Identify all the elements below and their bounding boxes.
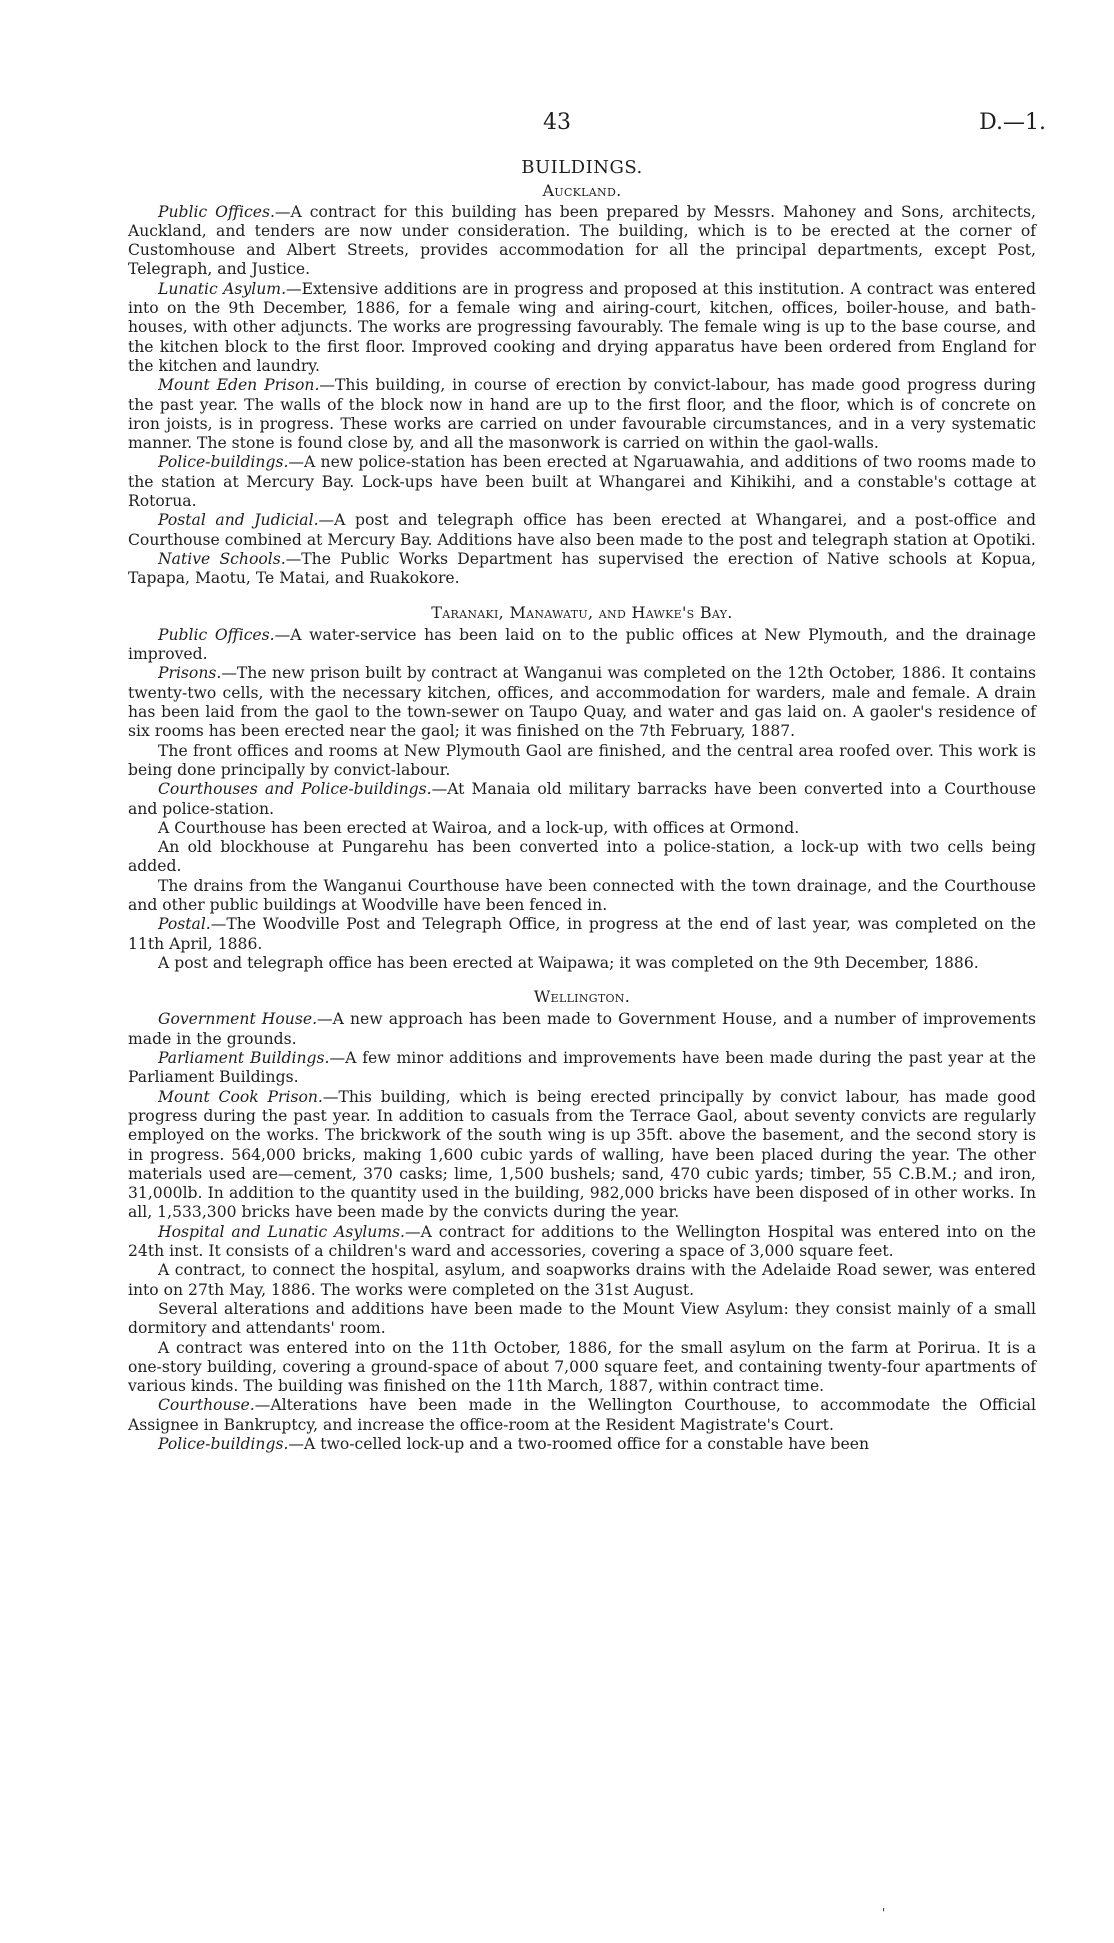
paragraph-lead: Parliament Buildings. — [158, 1049, 330, 1068]
paragraph-text: A Courthouse has been erected at Wairoa, and a lock-up, with offices at Ormond. — [158, 818, 800, 837]
paragraph-lead: Postal and Judicial. — [158, 511, 319, 530]
sections-container — [128, 181, 1036, 1454]
paragraph-text: An old blockhouse at Pungarehu has been converted into a police-station, a lock-up with two cells being added. — [128, 838, 1036, 876]
paragraph — [128, 780, 1036, 819]
paragraph-text: —A few minor additions and improvements have been made during the past year at the Parliament Buildings. — [128, 1049, 1036, 1087]
paragraph-lead: Government House. — [158, 1010, 318, 1029]
paragraph — [128, 1300, 1036, 1339]
paragraph-lead: Public Offices. — [158, 625, 275, 644]
paragraph-text: —A contract for additions to the Wellington Hospital was entered into on the 24th inst. It consists of a children's ward and accessories, covering a space of 3,000 square feet. — [128, 1222, 1037, 1261]
paragraph — [128, 877, 1036, 916]
page-number: 43 — [543, 110, 571, 135]
paragraph-text: The front offices and rooms at New Plymouth Gaol are finished, and the central area roofed over. This work is being done principally by convict-labour. — [128, 741, 1036, 779]
paragraph-text: —The new prison built by contract at Wanganui was completed on the 12th October, 1886. It contains twenty-two cells, with the necessary kitchen, offices, and accommodation for warders, male and female. A drain has been laid from the gaol to the town-sewer on Taupo Quay, and water and gas laid on. A gaoler's residence of six rooms has been erected near the gaol; it was finished on the 7th February, 1887. — [128, 664, 1036, 741]
paragraph-text: —This building, in course of erection by convict-labour, has made good progress during the past year. The walls of the block now in hand are up to the first floor, and the floor, which is of concrete on iron joists, is in progress. These works are carried on under favourable circumstances, and in a very systematic manner. The stone is found close by, and all the masonwork is carried on within the gaol-walls. — [128, 376, 1036, 453]
paragraph — [128, 511, 1036, 550]
paragraph — [128, 742, 1036, 781]
paragraph — [128, 550, 1036, 589]
paragraph — [128, 1261, 1036, 1300]
paragraph — [128, 626, 1036, 665]
paragraph-text: The drains from the Wanganui Courthouse have been connected with the town drainage, and the Courthouse and other public buildings at Woodville have been fenced in. — [128, 876, 1036, 914]
paragraph-text: A contract was entered into on the 11th October, 1886, for the small asylum on the farm at Porirua. It is a one-story building, covering a ground-space of about 7,000 square feet, and containing twenty-four apartments of various kinds. The building was finished on the 11th March, 1887, within contract time. — [128, 1338, 1036, 1396]
paragraph — [128, 203, 1036, 280]
paragraph-text: A contract, to connect the hospital, asylum, and soapworks drains with the Adelaide Road sewer, was entered into on 27th May, 1886. The works were completed on the 31st August. — [128, 1261, 1036, 1299]
paragraph-lead: Mount Eden Prison. — [158, 376, 320, 395]
paragraph-text: Several alterations and additions have been made to the Mount View Asylum: they consist mainly of a small dormitory and attendants' room. — [128, 1299, 1036, 1338]
section-heading: Wellington. — [533, 987, 631, 1007]
paragraph — [128, 1435, 1036, 1454]
paragraph-lead: Police-buildings. — [158, 453, 289, 472]
paragraph — [128, 819, 1036, 838]
paragraph-text: —A contract for this building has been prepared by Messrs. Mahoney and Sons, architects, Auckland, and tenders are now under consideration. The building, which is to be erected at the corner of Customhouse and Albert Streets, provides accommodation for all the principal departments, except Post, Telegraph, and Justice. — [128, 202, 1036, 279]
paragraph-text: —A new police-station has been erected at Ngaruawahia, and additions of two rooms made to the station at Mercury Bay. Lock-ups have been built at Whangarei and Kihikihi, and a constable's cottage at Rotorua. — [128, 453, 1036, 511]
paragraph-lead: Prisons. — [158, 664, 222, 683]
paragraph — [128, 838, 1036, 877]
paragraph-text: —A new approach has been made to Government House, and a number of improvements made in the grounds. — [128, 1010, 1036, 1048]
paragraph — [128, 280, 1036, 376]
section-heading: Taranaki, Manawatu, and Hawke's Bay. — [431, 602, 733, 622]
paragraph-text: —This building, which is being erected principally by convict labour, has made good progress during the past year. In addition to casuals from the Terrace Gaol, about seventy convicts are regularly employed on the works. The brickwork of the south wing is up 35ft. above the basement, and the second story is in progress. 564,000 bricks, making 1,600 cubic yards of walling, have been placed during the year. The other materials used are—cement, 370 casks; lime, 1,500 bushels; sand, 470 cubic yards; timber, 55 C.B.M.; and iron, 31,000lb. In addition to the quantity used in the building, 982,000 bricks have been disposed of in other works. In all, 1,533,300 bricks have been made by the convicts during the year. — [128, 1087, 1036, 1222]
section-heading: Auckland. — [542, 181, 622, 201]
paragraph — [128, 376, 1036, 453]
paragraph-text: —A two-celled lock-up and a two-roomed office for a constable have been — [288, 1435, 870, 1453]
paragraph — [128, 1010, 1036, 1049]
paragraph — [128, 1049, 1036, 1088]
paragraph — [128, 664, 1036, 741]
paragraph — [128, 1088, 1036, 1223]
paragraph — [128, 453, 1036, 511]
footer-mark: ' — [882, 1906, 886, 1920]
paragraph-text: —Alterations have been made in the Wellington Courthouse, to accommodate the Official Assignee in Bankruptcy, and increase the office-room at the Resident Magistrate's Court. — [128, 1396, 1036, 1434]
paragraph — [128, 915, 1036, 954]
paragraph-lead: Native Schools. — [158, 549, 286, 568]
paragraph-lead: Lunatic Asylum. — [158, 279, 287, 298]
document-body — [128, 158, 1036, 1454]
paragraph-text: —A post and telegraph office has been erected at Whangarei, and a post-office and Courthouse combined at Mercury Bay. Additions have also been made to the post and telegraph station at Opotiki. — [128, 511, 1036, 549]
paragraph — [128, 1223, 1036, 1262]
paragraph-text: —The Woodville Post and Telegraph Office, in progress at the end of last year, was completed on the 11th April, 1886. — [128, 915, 1036, 953]
paragraph — [128, 954, 1036, 973]
paragraph-lead: Courthouse. — [158, 1396, 255, 1415]
paragraph-lead: Hospital and Lunatic Asylums. — [158, 1222, 405, 1241]
paragraph-lead: Courthouses and Police-buildings. — [158, 780, 432, 799]
paragraph-text: —A water-service has been laid on to the public offices at New Plymouth, and the drainage improved. — [128, 625, 1036, 664]
paragraph-text: A post and telegraph office has been erected at Waipawa; it was completed on the 9th December, 1886. — [158, 953, 979, 972]
paragraph — [128, 1339, 1036, 1397]
page-header — [0, 110, 1114, 150]
document-title: BUILDINGS. — [521, 157, 643, 178]
paragraph — [128, 1396, 1036, 1435]
paragraph-text: —The Public Works Department has supervised the erection of Native schools at Kopua, Tapapa, Maotu, Te Matai, and Ruakokore. — [128, 549, 1036, 588]
paragraph-lead: Police-buildings. — [158, 1435, 289, 1453]
paragraph-lead: Public Offices. — [158, 202, 275, 221]
paragraph-text: —At Manaia old military barracks have been converted into a Courthouse and police-station. — [128, 780, 1037, 818]
paragraph-lead: Postal. — [158, 915, 211, 934]
paragraph-lead: Mount Cook Prison. — [158, 1087, 323, 1106]
document-reference: D.—1. — [979, 110, 1046, 135]
paragraph-text: —Extensive additions are in progress and proposed at this institution. A contract was entered into on the 9th December, 1886, for a female wing and airing-court, kitchen, offices, boiler-house, and bath-houses, with other adjuncts. The works are progressing favourably. The female wing is up to the base course, and the kitchen block to the first floor. Improved cooking and drying apparatus have been ordered from England for the kitchen and laundry. — [128, 279, 1036, 375]
